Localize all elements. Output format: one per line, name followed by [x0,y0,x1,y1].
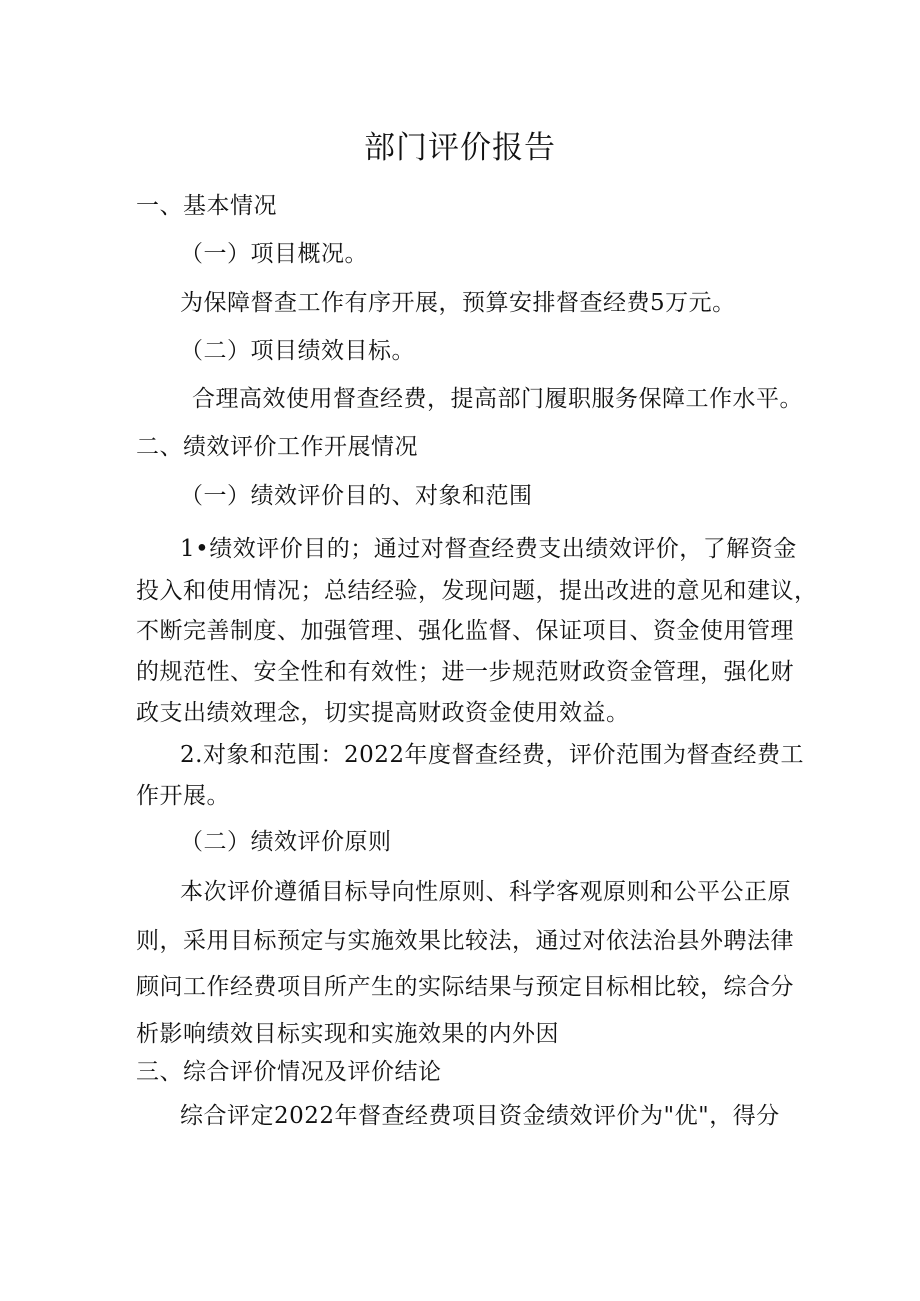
section-1-paragraph-2: 合理高效使用督查经费，提高部门履职服务保障工作水平。 [192,386,803,412]
principle-line-1: 本次评价遵循目标导向性原则、科学客观原则和公平公正原 [180,879,791,905]
item-1-line-4: 的规范性、安全性和有效性；进一步规范财政资金管理，强化财 [136,659,794,685]
item-1-line-3: 不断完善制度、加强管理、强化监督、保证项目、资金使用管理 [136,618,794,644]
item-2-line-1: 2.对象和范围：2022年度督查经费，评价范围为督查经费工 [180,742,804,768]
principle-line-3: 顾问工作经费项目所产生的实际结果与预定目标相比较，综合分 [136,974,794,1000]
section-3-heading: 三、综合评价情况及评价结论 [136,1059,442,1085]
section-1-subheading-2: （二）项目绩效目标。 [180,338,415,364]
item-1-line-1: 1•绩效评价目的；通过对督查经费支出绩效评价，了解资金 [180,536,797,562]
item-2-line-2: 作开展。 [136,783,230,809]
principle-line-4: 析影响绩效目标实现和实施效果的内外因 [136,1021,559,1047]
principle-line-2: 则，采用目标预定与实施效果比较法，通过对依法治县外聘法律 [136,928,794,954]
section-1-subheading-1: （一）项目概况。 [180,241,368,267]
item-1-line-5: 政支出绩效理念，切实提高财政资金使用效益。 [136,700,630,726]
section-2-subheading-1: （一）绩效评价目的、对象和范围 [180,483,533,509]
item-1-line-2: 投入和使用情况；总结经验，发现问题，提出改进的意见和建议， [136,578,818,604]
section-2-heading: 二、绩效评价工作开展情况 [136,434,418,460]
document-title: 部门评价报告 [364,130,556,166]
section-1-paragraph-1: 为保障督查工作有序开展，预算安排督查经费5万元。 [180,290,736,316]
section-2-subheading-2: （二）绩效评价原则 [180,829,392,855]
section-1-heading: 一、基本情况 [136,193,277,219]
section-3-paragraph-1: 综合评定2022年督查经费项目资金绩效评价为"优"，得分 [180,1103,780,1129]
